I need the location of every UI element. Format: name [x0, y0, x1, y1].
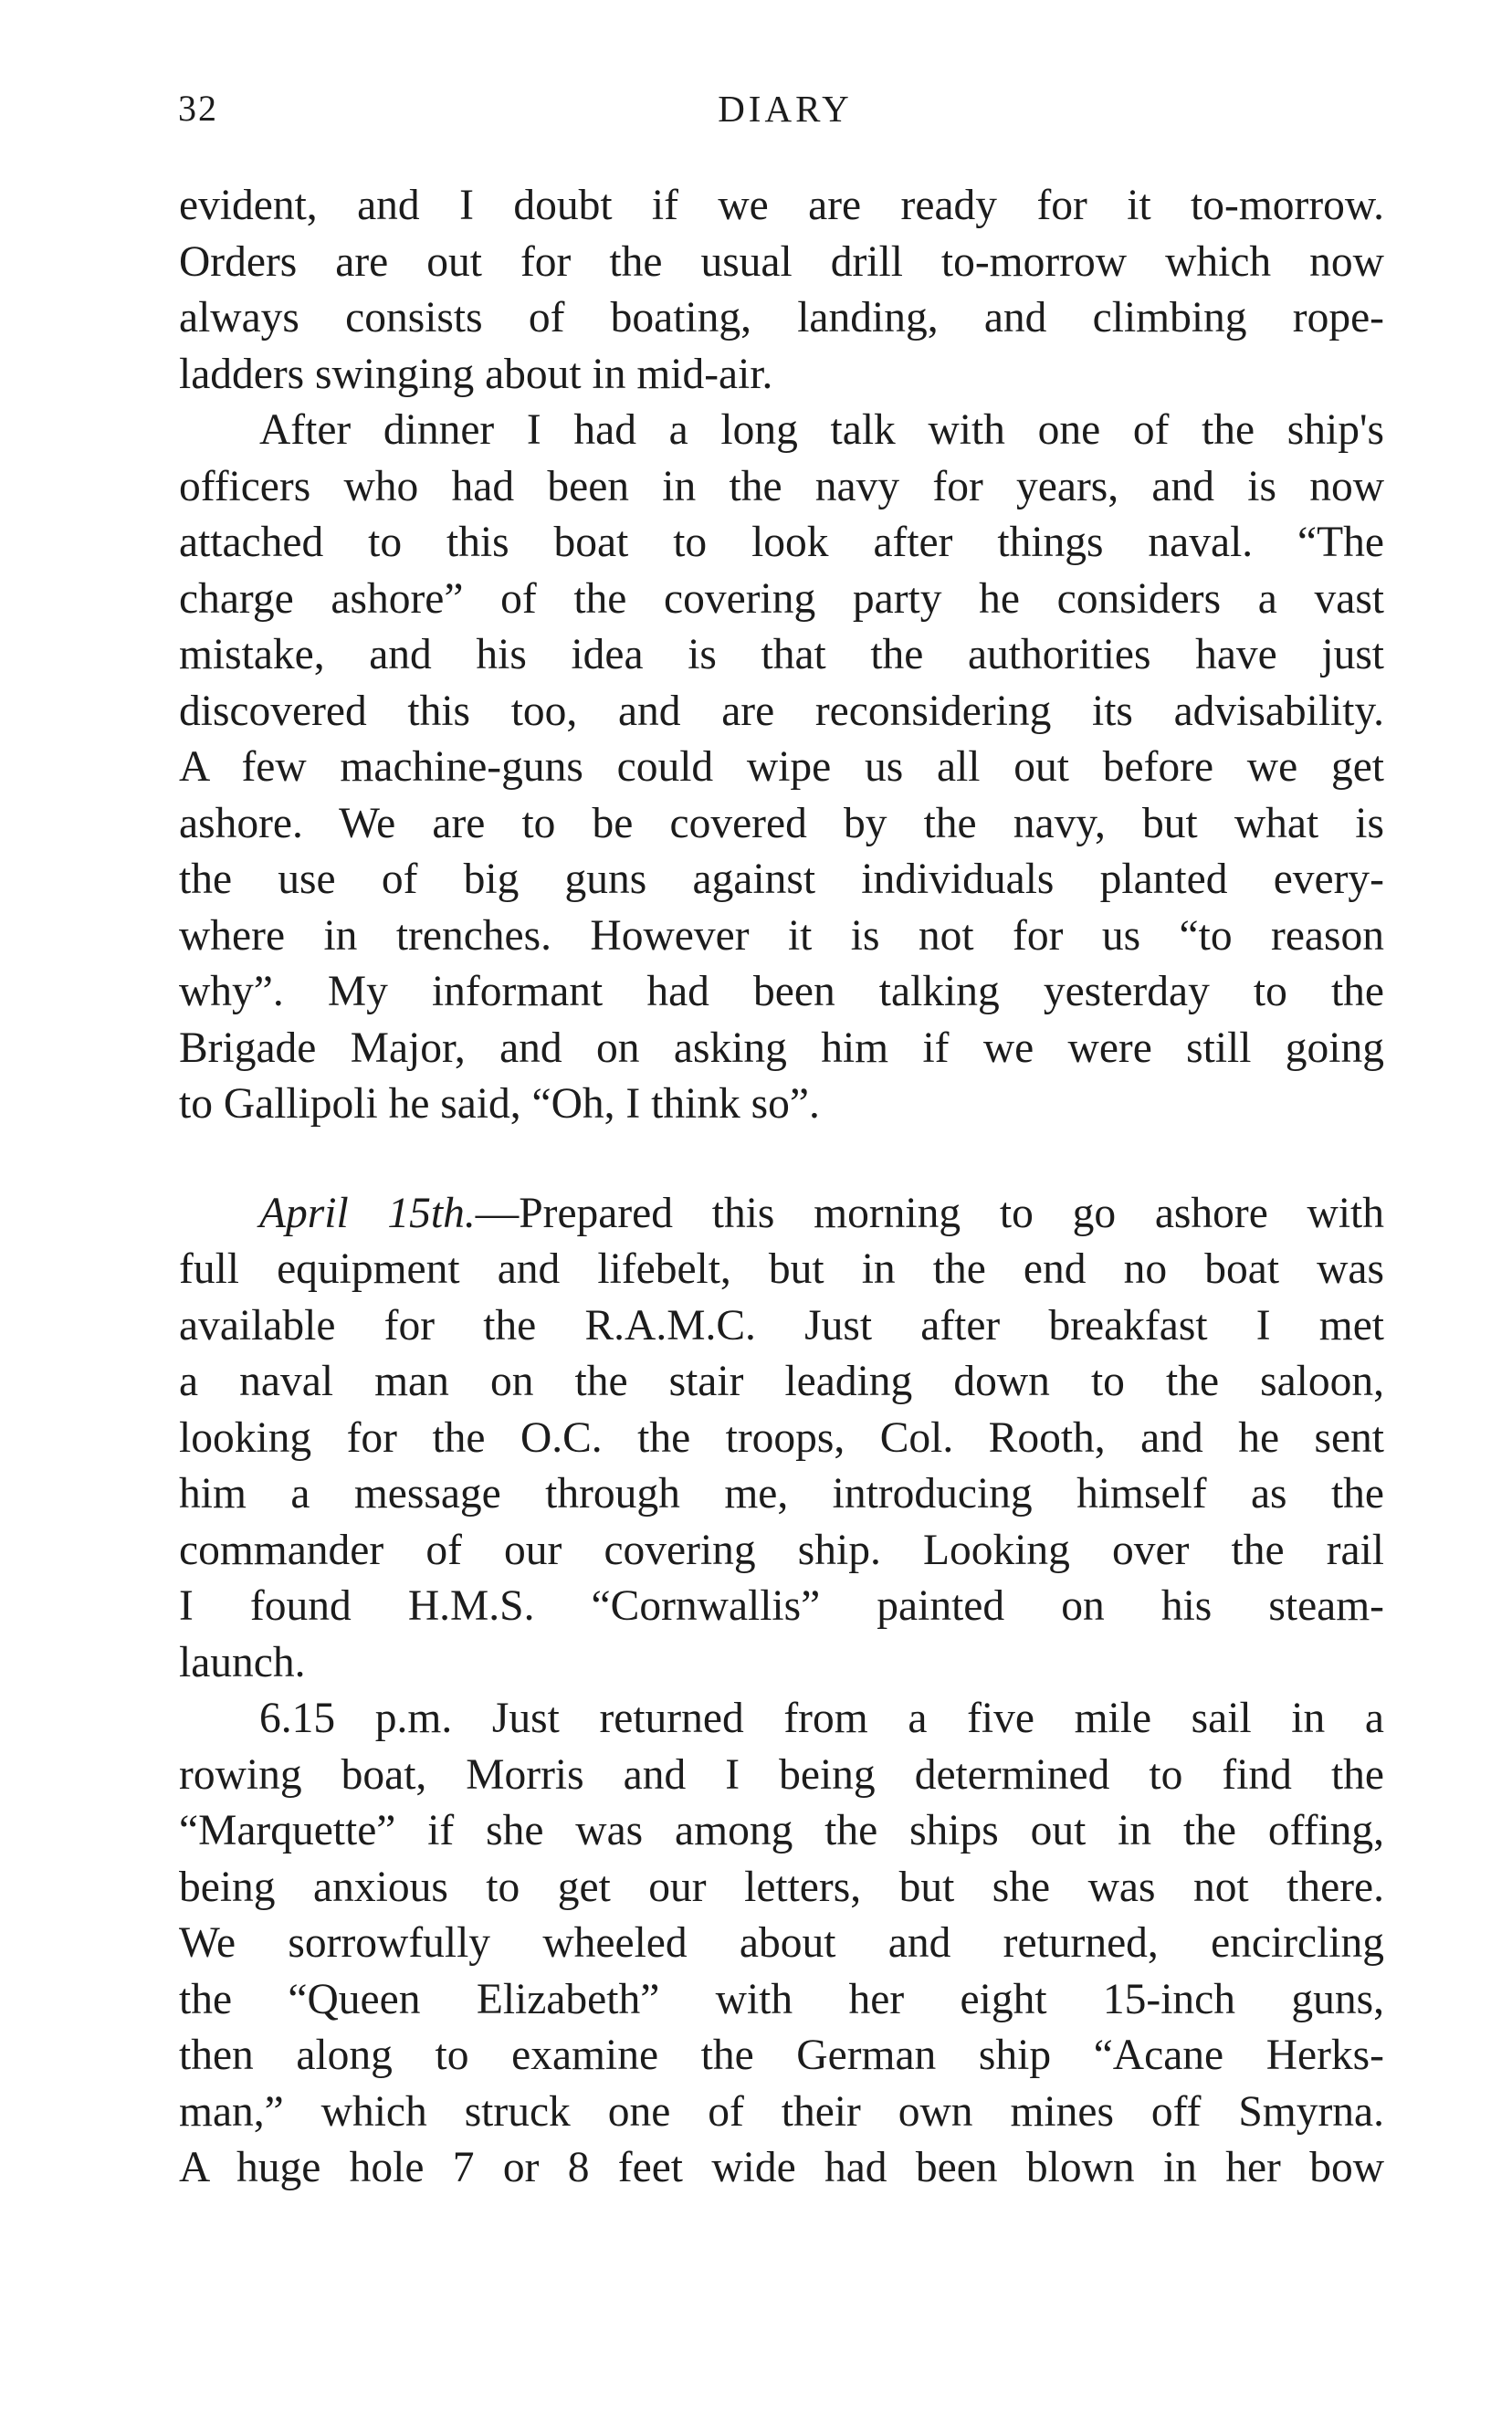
text-line: After dinner I had a long talk with one of the ship's	[259, 406, 1384, 454]
text-line: evident, and I doubt if we are ready for it to-morrow.	[179, 182, 1384, 229]
text-line: charge ashore” of the covering party he considers a vast	[179, 574, 1384, 623]
diary-entry-heading-line	[179, 1186, 1384, 1243]
text-line: mistake, and his idea is that the authorities have just	[179, 631, 1384, 678]
page-header	[178, 87, 1392, 142]
page-number: 32	[178, 88, 218, 129]
text-line: the “Queen Elizabeth” with her eight 15-inch guns,	[179, 1975, 1384, 2023]
text-line: A huge hole 7 or 8 feet wide had been blown in her bow	[179, 2144, 1384, 2191]
text-line: where in trenches. However it is not for us “to reason	[179, 911, 1384, 960]
text-line: attached to this boat to look after things naval. “The	[179, 519, 1384, 566]
text-line: 6.15 p.m. Just returned from a five mile sail in a	[259, 1695, 1384, 1742]
running-head: DIARY	[718, 88, 853, 130]
body-text	[179, 178, 1384, 2197]
text-line: why”. My informant had been talking yesterday to the	[179, 968, 1384, 1015]
entry-date: April 15th.	[259, 1189, 476, 1237]
text-line: a naval man on the stair leading down to the saloon,	[179, 1358, 1384, 1405]
text-line: the use of big guns against individuals planted every-	[179, 856, 1384, 903]
entry-first-line-text: —Prepared this morning to go ashore with	[475, 1189, 1384, 1237]
text-line: Brigade Major, and on asking him if we were still going	[179, 1024, 1384, 1072]
text-line: then along to examine the German ship “Acane Herks-	[179, 2032, 1384, 2079]
text-line: launch.	[179, 1638, 306, 1686]
text-line: to Gallipoli he said, “Oh, I think so”.	[179, 1080, 820, 1128]
text-line: man,” which struck one of their own mines off Smyrna.	[179, 2087, 1384, 2136]
text-line: looking for the O.C. the troops, Col. Rooth, and he sent	[179, 1413, 1384, 1462]
section-gap	[179, 1133, 1384, 1186]
text-line: ladders swinging about in mid-air.	[179, 350, 773, 398]
text-line: A few machine-guns could wipe us all out before we get	[179, 743, 1384, 791]
text-line: him a message through me, introducing himself as the	[179, 1470, 1384, 1518]
text-line: discovered this too, and are reconsidering its advisability.	[179, 687, 1384, 735]
text-line: rowing boat, Morris and I being determined to find the	[179, 1750, 1384, 1799]
text-line: Orders are out for the usual drill to-morrow which now	[179, 237, 1384, 286]
text-line: commander of our covering ship. Looking over the rail	[179, 1526, 1384, 1574]
text-line: “Marquette” if she was among the ships out in the offing,	[179, 1807, 1384, 1854]
text-line: full equipment and lifebelt, but in the end no boat was	[179, 1245, 1384, 1293]
text-line: officers who had been in the navy for years, and is now	[179, 462, 1384, 510]
text-line: I found H.M.S. “Cornwallis” painted on his steam-	[179, 1582, 1384, 1630]
text-line: being anxious to get our letters, but she was not there.	[179, 1863, 1384, 1911]
text-line: always consists of boating, landing, and climbing rope-	[179, 294, 1384, 341]
text-line: ashore. We are to be covered by the navy, but what is	[179, 799, 1384, 847]
text-line: available for the R.A.M.C. Just after breakfast I met	[179, 1301, 1384, 1350]
text-line: We sorrowfully wheeled about and returned, encircling	[179, 1919, 1384, 1967]
